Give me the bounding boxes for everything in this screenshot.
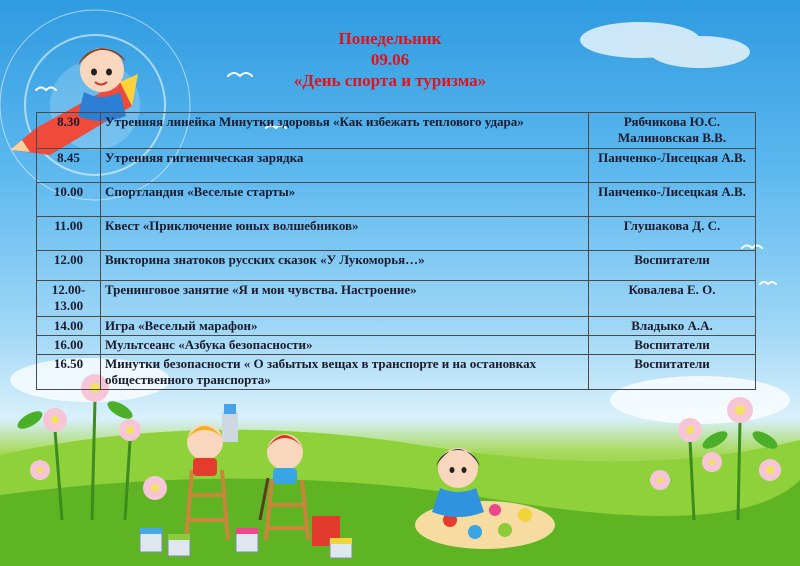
time-cell: 8.45 (37, 149, 101, 183)
responsible-cell: Воспитатели (589, 251, 756, 281)
table-row (37, 217, 756, 251)
responsible-cell: Рябчикова Ю.С. Малиновская В.В. (589, 113, 756, 149)
table-row (37, 113, 756, 149)
responsible-cell: Панченко-Лисецкая А.В. (589, 149, 756, 183)
activity-cell: Викторина знатоков русских сказок «У Лукоморья…» (101, 251, 589, 281)
activity-cell: Утренняя гигиеническая зарядка (101, 149, 589, 183)
responsible-cell: Ковалева Е. О. (589, 281, 756, 317)
time-cell: 12.00 (37, 251, 101, 281)
activity-cell: Игра «Веселый марафон» (101, 317, 589, 336)
table-row (37, 281, 756, 317)
theme-title: «День спорта и туризма» (293, 71, 487, 90)
activity-cell: Утренняя линейка Минутки здоровья «Как избежать теплового удара» (101, 113, 589, 149)
table-row (37, 355, 756, 390)
time-cell: 10.00 (37, 183, 101, 217)
responsible-cell: Воспитатели (589, 355, 756, 390)
activity-cell: Мультсеанс «Азбука безопасности» (101, 336, 589, 355)
time-cell: 11.00 (37, 217, 101, 251)
table-row (37, 183, 756, 217)
activity-cell: Минутки безопасности « О забытых вещах в транспорте и на остановках общественного транспорта» (101, 355, 589, 390)
time-cell: 16.00 (37, 336, 101, 355)
hills-decoration (0, 430, 800, 566)
activity-cell: Квест «Приключение юных волшебников» (101, 217, 589, 251)
table-row (37, 336, 756, 355)
table-row (37, 251, 756, 281)
page-header (200, 28, 580, 91)
time-cell: 14.00 (37, 317, 101, 336)
time-cell: 12.00-13.00 (37, 281, 101, 317)
activity-cell: Спортландия «Веселые старты» (101, 183, 589, 217)
schedule-table (36, 112, 756, 390)
time-cell: 8.30 (37, 113, 101, 149)
responsible-cell: Владыко А.А. (589, 317, 756, 336)
date-title: 09.06 (370, 50, 410, 69)
responsible-cell: Воспитатели (589, 336, 756, 355)
responsible-cell: Глушакова Д. С. (589, 217, 756, 251)
activity-cell: Тренинговое занятие «Я и мои чувства. Настроение» (101, 281, 589, 317)
responsible-cell: Панченко-Лисецкая А.В. (589, 183, 756, 217)
table-row (37, 317, 756, 336)
time-cell: 16.50 (37, 355, 101, 390)
day-title: Понедельник (338, 29, 442, 48)
table-row (37, 149, 756, 183)
